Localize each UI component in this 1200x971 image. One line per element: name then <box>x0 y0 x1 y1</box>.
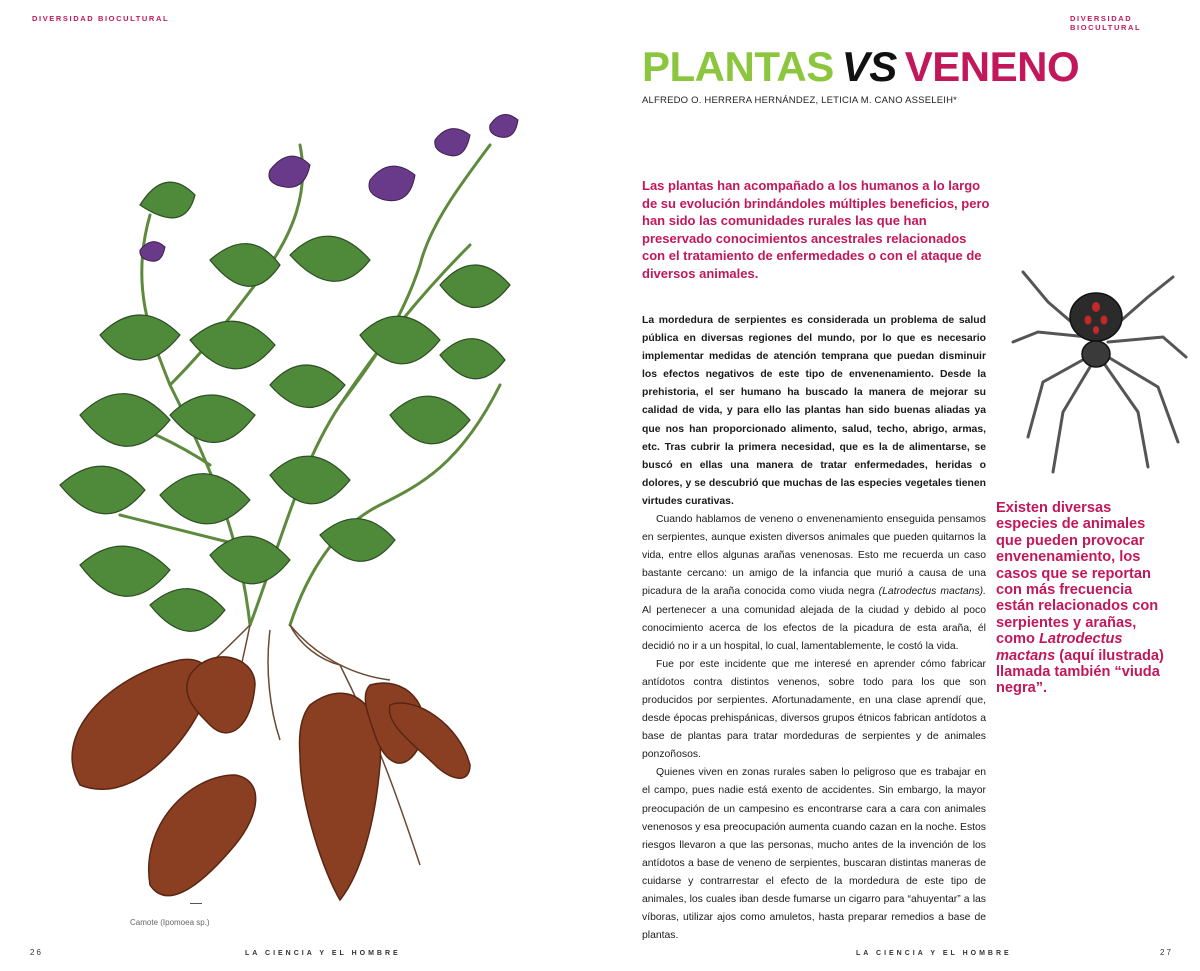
magazine-name-right: LA CIENCIA Y EL HOMBRE <box>856 950 1012 957</box>
article-lede: Las plantas han acompañado a los humanos a lo largo de su evolución brindándoles múltiples beneficios, pero han sido las comunidades rurales las que han preservado conocimientos ancestrales relacionados con el tratamiento de enfermedades o con el ataque de diversos animales. <box>642 178 990 281</box>
running-head-left: DIVERSIDAD BIOCULTURAL <box>32 14 170 23</box>
figure-caption: Camote (Ipomoea sp.) <box>130 918 210 927</box>
title-vs: VS <box>841 43 897 90</box>
caption-rule <box>190 903 202 904</box>
black-widow-spider-icon <box>1008 262 1190 477</box>
body-paragraph-3: Fue por este incidente que me interesé en aprender cómo fabricar antídotos contra distintos venenos, sobre todo para los que son producidos por serpientes. Afortunadamente, en una clase aprendí que, desde épocas prehispánicas, diversos grupos étnicos fabrican antídotos a base de plantas para tratar mordeduras de serpientes y de animales ponzoñosos. <box>642 658 986 761</box>
article-title <box>642 43 1080 90</box>
body-paragraph-4: Quienes viven en zonas rurales saben lo peligroso que es trabajar en el campo, pues nadie está exento de accidentes. Sin embargo, la mayor preocupación de un campesino es encontrarse cara a cara con animales venenosos y esa preocupación aumenta cuando cazan en la noche. Estos riesgos llevaron a que las personas, mucho antes de la invención de los antídotos a base de veneno de serpientes, buscaran distintas maneras de cuidarse y contrarrestar el efecto de la mordedura de este tipo de animales, los cuales iban desde fumarse un cigarro para “ahuyentar” a las víboras, utilizar ajos como amuletos, hasta preparar remedios a base de plantas. <box>642 767 986 942</box>
pull-quote <box>996 500 1174 697</box>
right-page <box>600 0 1200 971</box>
body-paragraph-1: La mordedura de serpientes es considerada un problema de salud pública en diversas regiones del mundo, por lo que es necesario implementar medidas de atención temprana que puedan disminuir los efectos negativos de este tipo de envenenamiento. Desde la prehistoria, el ser humano ha buscado la manera de mejorar su calidad de vida, y para ello las plantas han sido buenas aliadas ya que nos han proporcionado alimento, salud, techo, abrigo, armas, etc. Tras cubrir la primera necesidad, que es la de alimentarse, se buscó en ellas una manera de tratar enfermedades, heridas o dolores, y se descubrió que muchas de las especies vegetales tienen virtudes curativas. <box>642 315 986 507</box>
sweet-potato-illustration <box>40 85 580 915</box>
title-plantas: PLANTAS <box>642 43 834 90</box>
pull-quote-species: Latrodectus mactans <box>996 631 1123 664</box>
body-paragraph-2a: Cuando hablamos de veneno o envenenamiento enseguida pensamos en serpientes, aunque existen diversos animales que pueden quitarnos la vida, entre ellos algunas arañas venenosas. Esto me recuerda un caso bastante cercano: un amigo de la infancia que murió a causa de una picadura de la araña conocida como viuda negra <box>642 514 986 598</box>
body-paragraph-2b: Al pertenecer a una comunidad alejada de la ciudad y debido al poco conocimiento acerca de los efectos de la picadura de esta araña, él decidió no ir a un hospital, lo cual, lamentablemente, le costó la vida. <box>642 604 986 652</box>
title-veneno: VENENO <box>904 43 1080 90</box>
article-body <box>642 312 986 945</box>
running-head-right: DIVERSIDAD BIOCULTURAL <box>1070 14 1142 32</box>
article-authors: ALFREDO O. HERRERA HERNÁNDEZ, LETICIA M. CANO ASSELEIH* <box>642 95 958 106</box>
page-number-right: 27 <box>1160 948 1173 957</box>
magazine-name-left: LA CIENCIA Y EL HOMBRE <box>245 950 401 957</box>
species-name-inline: (Latrodectus mactans). <box>878 586 986 598</box>
pull-quote-a: Existen diversas especies de animales que pueden provocar envenenamiento, los casos que se reportan con más frecuencia están relacionados con serpientes y arañas, como <box>996 500 1159 648</box>
page-number-left: 26 <box>30 948 43 957</box>
body-paragraph-2 <box>642 511 986 656</box>
pull-quote-b: (aquí ilustrada) llamada también “viuda negra”. <box>996 647 1164 697</box>
